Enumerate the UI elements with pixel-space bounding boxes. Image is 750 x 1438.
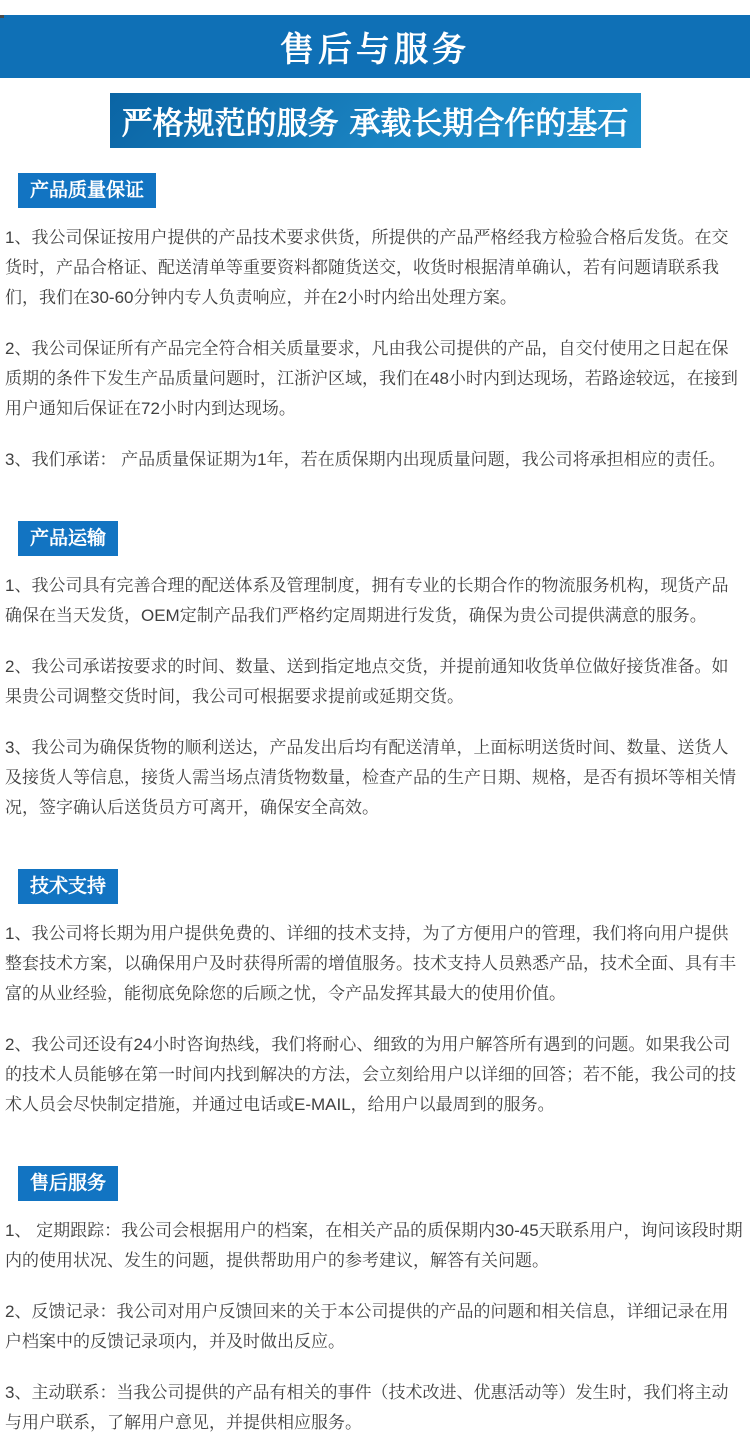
quality-paragraph-3: 3、我们承诺： 产品质量保证期为1年，若在质保期内出现质量问题，我公司将承担相应的责任。 (5, 450, 726, 469)
page-title: 售后与服务 (280, 31, 470, 69)
section-badge-after-sales: 售后服务 (18, 1166, 118, 1201)
after-sales-paragraph-2: 2、反馈记录：我公司对用户反馈回来的关于本公司提供的产品的问题和相关信息，详细记录在用户档案中的反馈记录项内，并及时做出反应。 (5, 1302, 729, 1351)
section-badge-tech-support: 技术支持 (18, 869, 118, 904)
tech-support-paragraph-2: 2、我公司还设有24小时咨询热线，我们将耐心、细致的为用户解答所有遇到的问题。如果我公司的技术人员能够在第一时间内找到解决的方法，会立刻给用户以详细的回答；若不能，我公司的技术人员会尽快制定措施，并通过电话或E-MAIL，给用户以最周到的服务。 (5, 1035, 736, 1114)
content-area (0, 148, 750, 1438)
quality-paragraph-1: 1、我公司保证按用户提供的产品技术要求供货，所提供的产品严格经我方检验合格后发货。在交货时，产品合格证、配送清单等重要资料都随货送交，收货时根据清单确认，若有问题请联系我们，我们在30-60分钟内专人负责响应，并在2小时内给出处理方案。 (5, 228, 729, 307)
section-product-transport (5, 496, 745, 823)
section-badge-quality: 产品质量保证 (18, 173, 156, 208)
section-badge-transport: 产品运输 (18, 521, 118, 556)
quality-paragraph-2: 2、我公司保证所有产品完全符合相关质量要求，凡由我公司提供的产品，自交付使用之日起在保质期的条件下发生产品质量问题时，江浙沪区域，我们在48小时内到达现场，若路途较远，在接到用户通知后保证在72小时内到达现场。 (5, 339, 738, 418)
corner-artifact (0, 15, 4, 18)
section-tech-support (5, 844, 745, 1120)
after-sales-paragraph-3: 3、主动联系：当我公司提供的产品有相关的事件（技术改进、优惠活动等）发生时，我们将主动与用户联系，了解用户意见，并提供相应服务。 (5, 1383, 729, 1432)
transport-paragraph-3: 3、我公司为确保货物的顺利送达，产品发出后均有配送清单，上面标明送货时间、数量、送货人及接货人等信息，接货人需当场点清货物数量，检查产品的生产日期、规格，是否有损坏等相关情况，签字确认后送货员方可离开，确保安全高效。 (5, 738, 736, 817)
section-product-quality (5, 148, 745, 475)
subtitle-banner (110, 93, 641, 148)
tech-support-paragraph-1: 1、我公司将长期为用户提供免费的、详细的技术支持，为了方便用户的管理，我们将向用户提供整套技术方案，以确保用户及时获得所需的增值服务。技术支持人员熟悉产品，技术全面、具有丰富的从业经验，能彻底免除您的后顾之忧，令产品发挥其最大的使用价值。 (5, 924, 736, 1003)
transport-paragraph-1: 1、我公司具有完善合理的配送体系及管理制度，拥有专业的长期合作的物流服务机构，现货产品确保在当天发货，OEM定制产品我们严格约定周期进行发货，确保为贵公司提供满意的服务。 (5, 576, 729, 625)
transport-paragraph-2: 2、我公司承诺按要求的时间、数量、送到指定地点交货，并提前通知收货单位做好接货准备。如果贵公司调整交货时间，我公司可根据要求提前或延期交货。 (5, 657, 729, 706)
subtitle-text: 严格规范的服务 承载长期合作的基石 (121, 106, 629, 142)
page-header (0, 15, 750, 78)
section-after-sales (5, 1141, 745, 1438)
after-sales-paragraph-1: 1、 定期跟踪：我公司会根据用户的档案，在相关产品的质保期内30-45天联系用户，询问该段时期内的使用状况、发生的问题，提供帮助用户的参考建议，解答有关问题。 (5, 1221, 743, 1270)
